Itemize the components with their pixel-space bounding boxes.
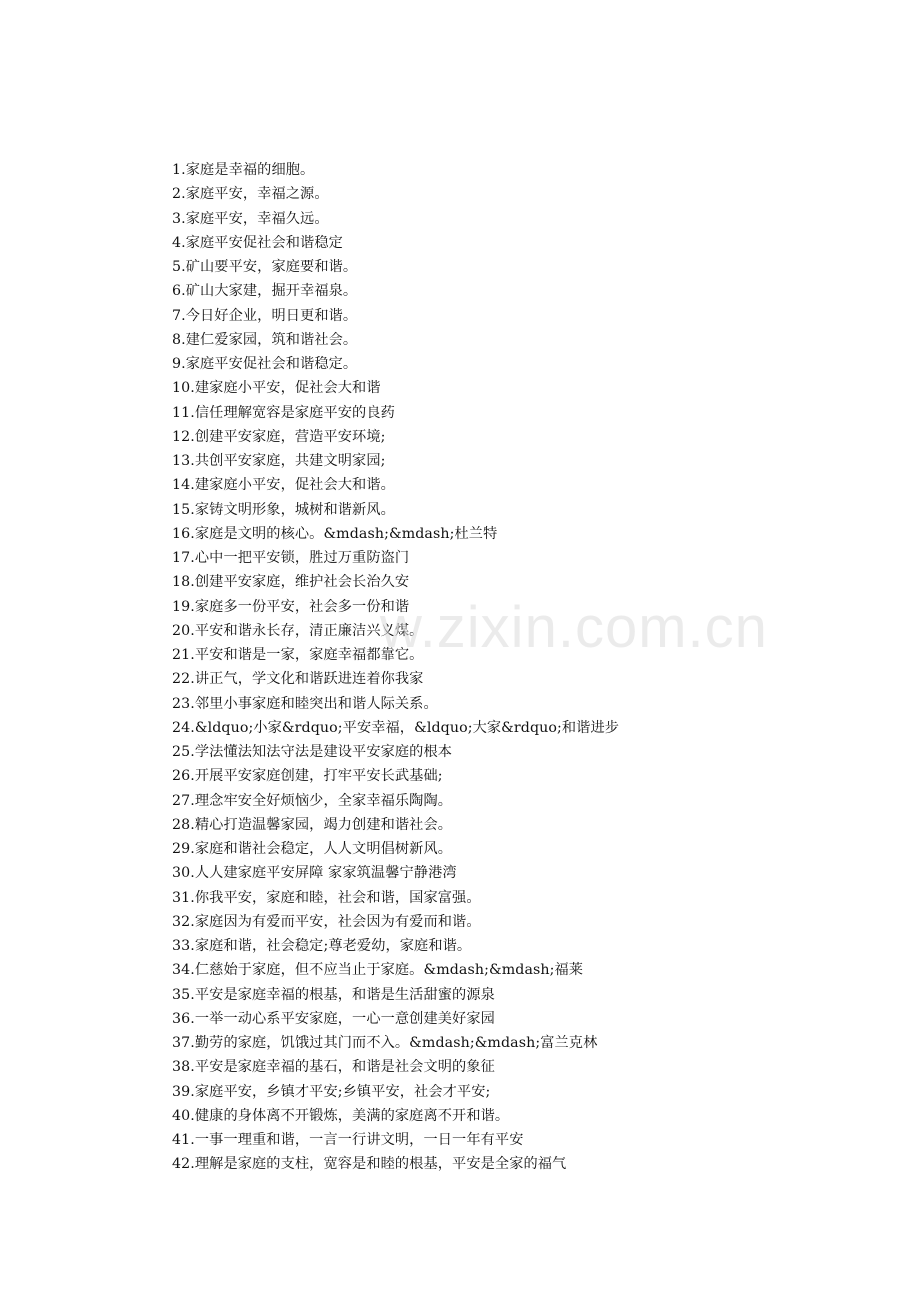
slogan-line: 7.今日好企业，明日更和谐。 bbox=[172, 307, 358, 324]
slogan-line: 36.一举一动心系平安家庭，一心一意创建美好家园 bbox=[172, 1010, 495, 1027]
slogan-line: 8.建仁爱家园，筑和谐社会。 bbox=[172, 331, 358, 348]
slogan-line: 42.理解是家庭的支柱，宽容是和睦的根基，平安是全家的福气 bbox=[172, 1156, 567, 1173]
slogan-line: 27.理念牢安全好烦恼少，全家幸福乐陶陶。 bbox=[172, 792, 453, 809]
slogan-line: 3.家庭平安，幸福久远。 bbox=[172, 210, 329, 227]
slogan-line: 20.平安和谐永长存，清正廉洁兴义煤。 bbox=[172, 622, 424, 639]
slogan-list bbox=[172, 158, 892, 1177]
slogan-line: 29.家庭和谐社会稳定，人人文明倡树新风。 bbox=[172, 841, 453, 857]
slogan-line: 19.家庭多一份平安，社会多一份和谐 bbox=[172, 598, 410, 615]
slogan-line: 33.家庭和谐，社会稳定;尊老爱幼，家庭和谐。 bbox=[172, 938, 472, 954]
slogan-line: 28.精心打造温馨家园，竭力创建和谐社会。 bbox=[172, 816, 453, 833]
slogan-line: 9.家庭平安促社会和谐稳定。 bbox=[172, 356, 358, 372]
slogan-line: 31.你我平安，家庭和睦，社会和谐，国家富强。 bbox=[172, 889, 481, 906]
slogan-line: 6.矿山大家建，掘开幸福泉。 bbox=[172, 283, 358, 300]
slogan-line: 22.讲正气，学文化和谐跃进连着你我家 bbox=[172, 671, 424, 688]
slogan-line: 21.平安和谐是一家，家庭幸福都靠它。 bbox=[172, 647, 424, 663]
slogan-line: 30.人人建家庭平安屏障 家家筑温馨宁静港湾 bbox=[172, 865, 457, 882]
slogan-line: 41.一事一理重和谐，一言一行讲文明，一日一年有平安 bbox=[172, 1132, 524, 1148]
slogan-line: 32.家庭因为有爱而平安，社会因为有爱而和谐。 bbox=[172, 913, 481, 930]
slogan-line: 11.信任理解宽容是家庭平安的良药 bbox=[172, 404, 395, 421]
slogan-line: 26.开展平安家庭创建，打牢平安长武基础; bbox=[172, 768, 443, 785]
slogan-line: 37.勤劳的家庭，饥饿过其门而不入。&mdash;&mdash;富兰克林 bbox=[172, 1035, 598, 1051]
slogan-line: 16.家庭是文明的核心。&mdash;&mdash;杜兰特 bbox=[172, 525, 498, 542]
slogan-line: 40.健康的身体离不开锻炼，美满的家庭离不开和谐。 bbox=[172, 1107, 510, 1124]
slogan-line: 1.家庭是幸福的细胞。 bbox=[172, 162, 315, 178]
slogan-line: 14.建家庭小平安，促社会大和谐。 bbox=[172, 477, 395, 494]
slogan-line: 2.家庭平安，幸福之源。 bbox=[172, 186, 329, 203]
slogan-line: 38.平安是家庭幸福的基石，和谐是社会文明的象征 bbox=[172, 1059, 495, 1076]
slogan-line: 17.心中一把平安锁，胜过万重防盗门 bbox=[172, 550, 410, 566]
slogan-line: 12.创建平安家庭，营造平安环境; bbox=[172, 428, 386, 445]
slogan-line: 23.邻里小事家庭和睦突出和谐人际关系。 bbox=[172, 695, 438, 712]
slogan-line: 4.家庭平安促社会和谐稳定 bbox=[172, 234, 343, 251]
slogan-line: 25.学法懂法知法守法是建设平安家庭的根本 bbox=[172, 744, 453, 760]
slogan-line: 15.家铸文明形象，城树和谐新风。 bbox=[172, 501, 395, 518]
slogan-line: 5.矿山要平安，家庭要和谐。 bbox=[172, 259, 358, 275]
slogan-line: 39.家庭平安，乡镇才平安;乡镇平安，社会才平安; bbox=[172, 1083, 491, 1100]
slogan-line: 10.建家庭小平安，促社会大和谐 bbox=[172, 380, 381, 397]
slogan-line: 18.创建平安家庭，维护社会长治久安 bbox=[172, 574, 410, 591]
slogan-line: 13.共创平安家庭，共建文明家园; bbox=[172, 453, 386, 469]
slogan-line: 34.仁慈始于家庭，但不应当止于家庭。&mdash;&mdash;福莱 bbox=[172, 962, 584, 979]
slogan-line: 24.&ldquo;小家&rdquo;平安幸福，&ldquo;大家&rdquo;和谐进步 bbox=[172, 719, 620, 736]
slogan-line: 35.平安是家庭幸福的根基，和谐是生活甜蜜的源泉 bbox=[172, 986, 495, 1003]
watermark: w.zixin.com.cn bbox=[380, 595, 768, 660]
